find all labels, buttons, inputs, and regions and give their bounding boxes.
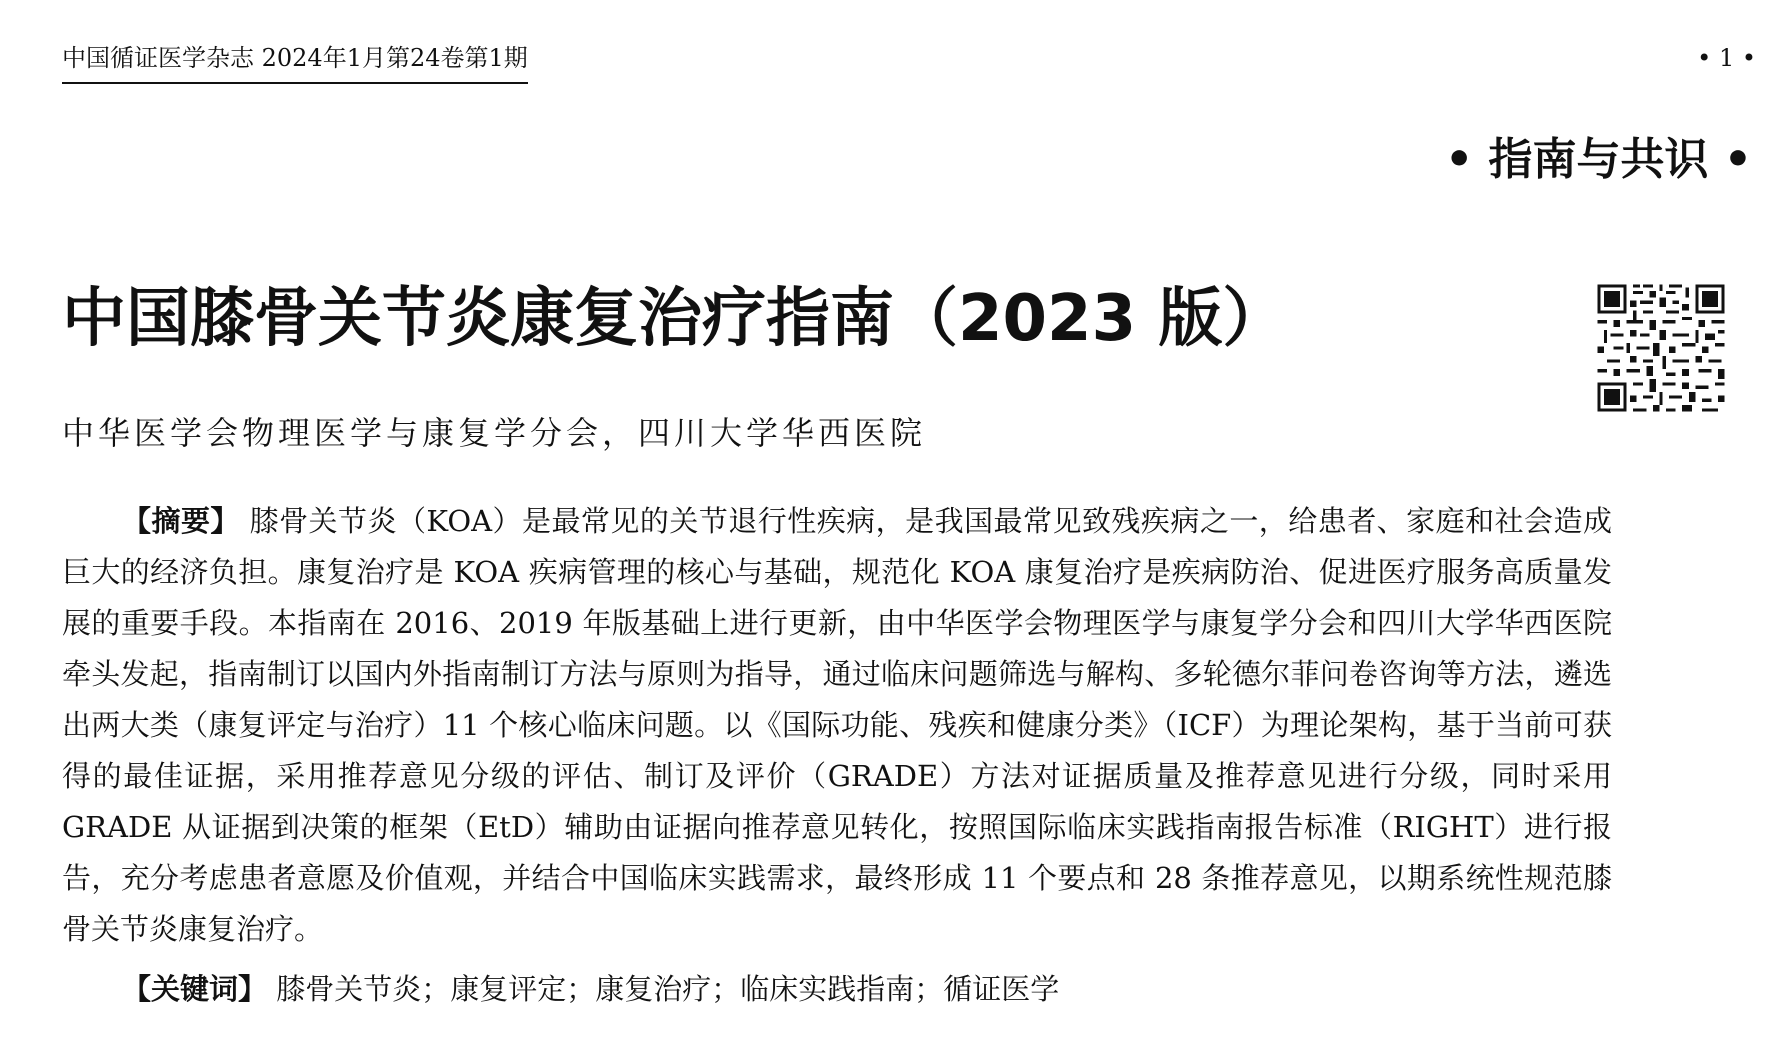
abstract-label: 【摘要】 [122,504,240,538]
abstract-paragraph [62,496,1612,955]
section-label: • 指南与共识 • [1445,134,1752,185]
author-affiliations: 中华医学会物理医学与康复学分会，四川大学华西医院 [62,414,927,452]
article-title: 中国膝骨关节炎康复治疗指南（2023 版） [62,282,1287,356]
keywords-paragraph [62,964,1612,1015]
journal-issue-header: 中国循证医学杂志 2024年1月第24卷第1期 [62,38,528,84]
keywords-label: 【关键词】 [122,972,268,1006]
abstract-text: 膝骨关节炎（KOA）是最常见的关节退行性疾病，是我国最常见致残疾病之一，给患者、家庭和社会造成巨大的经济负担。康复治疗是 KOA 疾病管理的核心与基础，规范化 KOA 康复治疗是疾病防治、促进医疗服务高质量发展的重要手段。本指南在 2016、2019 年版基础上进行更新，由中华医学会物理医学与康复学分会和四川大学华西医院牵头发起，指南制订以国内外指南制订方法与原则为指导，通过临床问题筛选与解构、多轮德尔菲问卷咨询等方法，遴选出两大类（康复评定与治疗）11 个核心临床问题。以《国际功能、残疾和健康分类》（ICF）为理论架构，基于当前可获得的最佳证据，采用推荐意见分级的评估、制订及评价（GRADE）方法对证据质量及推荐意见进行分级，同时采用 GRADE 从证据到决策的框架（EtD）辅助由证据向推荐意见转化，按照国际临床实践指南报告标准（RIGHT）进行报告，充分考虑患者意愿及价值观，并结合中国临床实践需求，最终形成 11 个要点和 28 条推荐意见，以期系统性规范膝骨关节炎康复治疗。 [62,504,1612,946]
qr-code-icon [1593,281,1729,415]
page-number: • 1 • [1697,44,1756,72]
keywords-text: 膝骨关节炎；康复评定；康复治疗；临床实践指南；循证医学 [276,972,1060,1006]
